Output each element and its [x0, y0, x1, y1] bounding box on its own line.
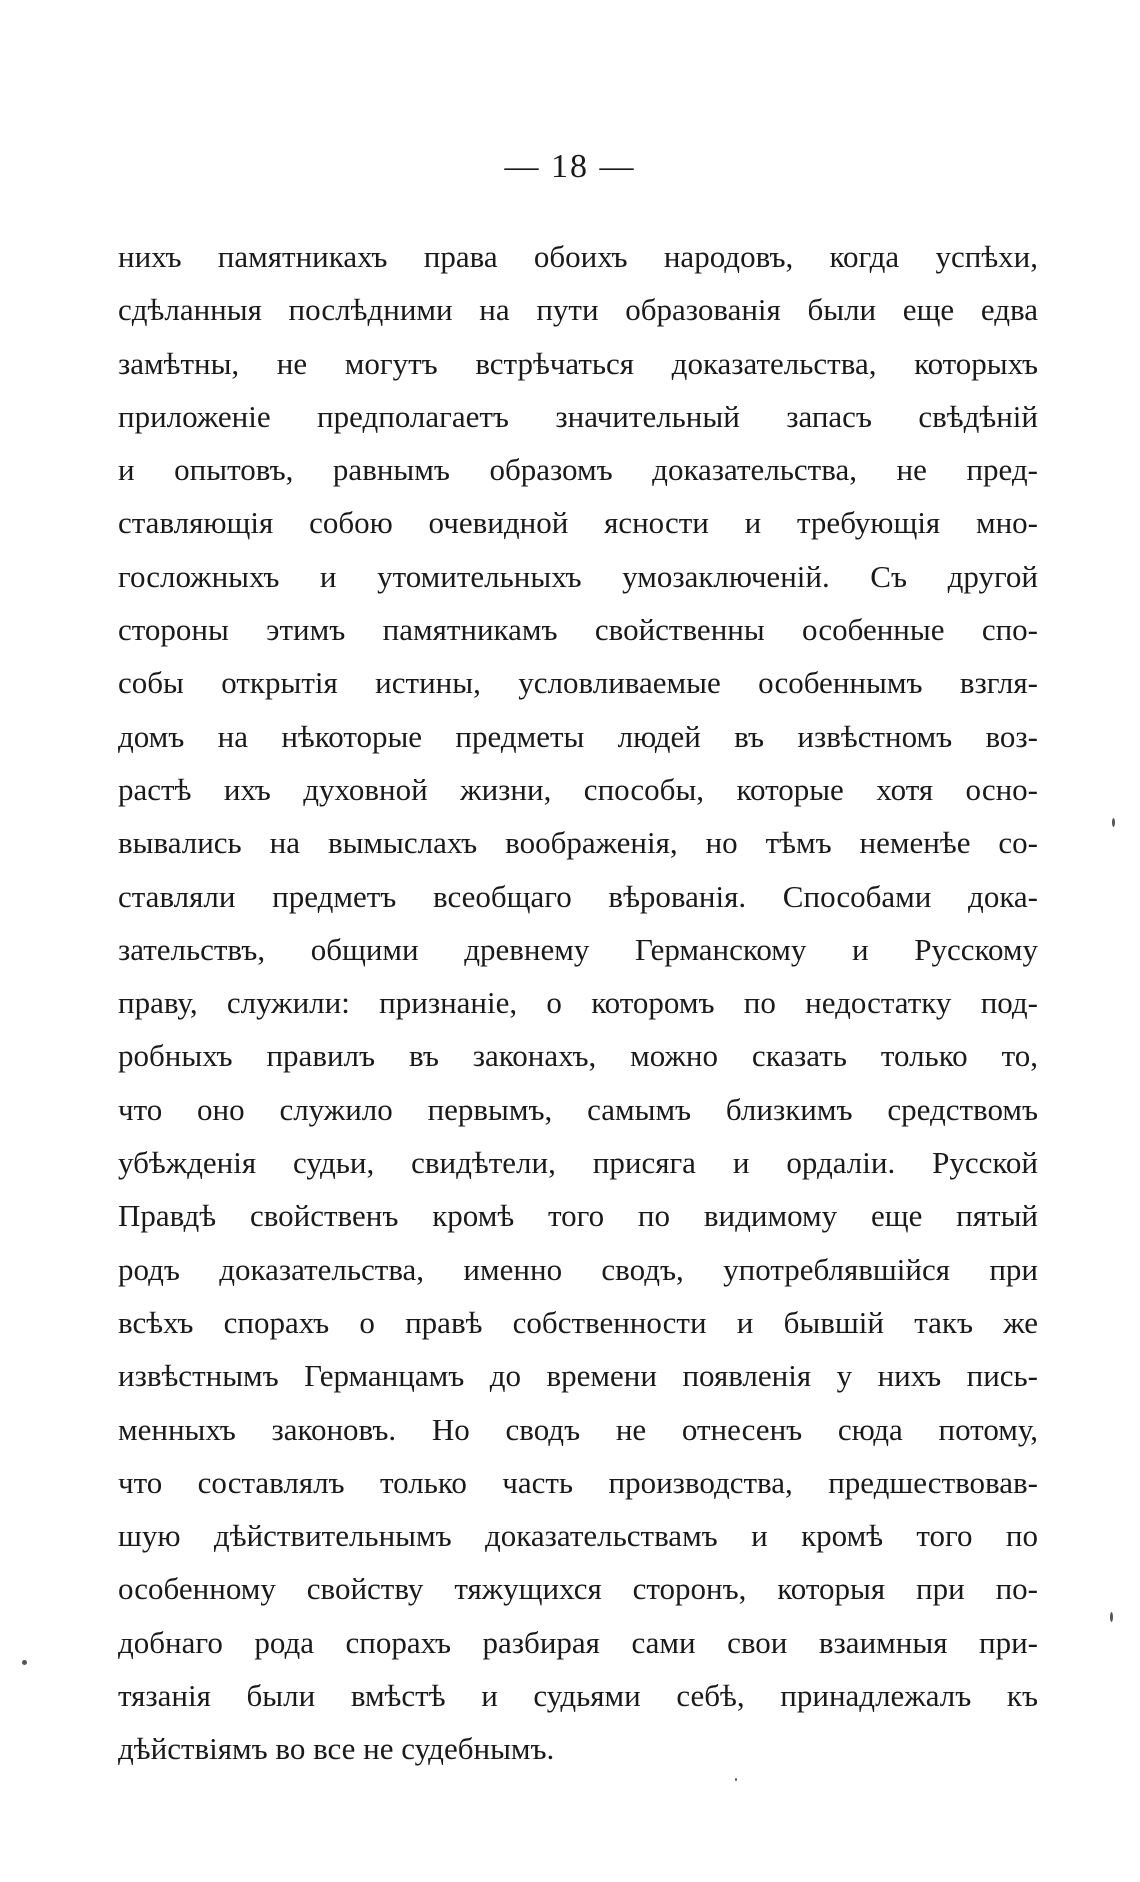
page-number: — 18 — — [504, 148, 636, 185]
scan-speck — [1110, 1612, 1113, 1622]
text-line: робныхъ правилъ въ законахъ, можно сказать только то, — [118, 1038, 1038, 1074]
text-line: что оно служило первымъ, самымъ близкимъ средствомъ — [118, 1091, 1038, 1127]
text-line: родъ доказательства, именно сводъ, употреблявшійся при — [118, 1251, 1038, 1287]
text-line: менныхъ законовъ. Но сводъ не отнесенъ сюда потому, — [118, 1411, 1038, 1447]
text-line: ставляющія собою очевидной ясности и требующія мно- — [118, 505, 1038, 541]
text-line: что составлялъ только часть производства, предшествовав- — [118, 1464, 1038, 1500]
text-line: нихъ памятникахъ права обоихъ народовъ, когда успѣхи, — [118, 239, 1038, 274]
text-line: праву, служили: признаніе, о которомъ по недостатку под- — [118, 985, 1038, 1021]
text-line: дѣйствіямъ во все не судебнымъ. — [118, 1731, 555, 1767]
scan-speck — [1112, 818, 1115, 827]
text-line: шую дѣйствительнымъ доказательствамъ и кромѣ того по — [118, 1518, 1038, 1554]
text-line: всѣхъ спорахъ о правѣ собственности и бывшій такъ же — [118, 1304, 1038, 1340]
text-line: Правдѣ свойственъ кромѣ того по видимому еще пятый — [118, 1198, 1038, 1234]
text-line: зательствъ, общими древнему Германскому и Русскому — [118, 931, 1038, 967]
text-line: тязанія были вмѣстѣ и судьями себѣ, принадлежалъ къ — [118, 1678, 1038, 1714]
text-line: извѣстнымъ Германцамъ до времени появленія у нихъ пись- — [118, 1358, 1038, 1394]
text-line: замѣтны, не могутъ встрѣчаться доказательства, которыхъ — [118, 345, 1038, 381]
text-line: стороны этимъ памятникамъ свойственны особенные спо- — [118, 612, 1038, 648]
text-line: особенному свойству тяжущихся сторонъ, которыя при по- — [118, 1571, 1038, 1607]
text-line: госложныхъ и утомительныхъ умозаключеній. Съ другой — [118, 558, 1038, 594]
body-text — [118, 230, 1038, 1776]
text-line: растѣ ихъ духовной жизни, способы, которые хотя осно- — [118, 771, 1038, 807]
text-line: сдѣланныя послѣдними на пути образованія были еще едва — [118, 292, 1038, 328]
text-line: домъ на нѣкоторые предметы людей въ извѣстномъ воз- — [118, 718, 1038, 754]
text-line: добнаго рода спорахъ разбирая сами свои взаимныя при- — [118, 1624, 1038, 1660]
scan-speck — [735, 1778, 737, 1781]
text-line: и опытовъ, равнымъ образомъ доказательства, не пред- — [118, 452, 1038, 488]
scan-speck — [22, 1660, 27, 1665]
text-line: вывались на вымыслахъ воображенія, но тѣмъ неменѣе со- — [118, 825, 1038, 861]
text-line: приложеніе предполагаетъ значительный запасъ свѣдѣній — [118, 398, 1038, 434]
text-line: собы открытія истины, условливаемые особеннымъ взгля- — [118, 665, 1038, 701]
text-line: убѣжденія судьи, свидѣтели, присяга и ордаліи. Русской — [118, 1145, 1038, 1181]
text-line: ставляли предметъ всеобщаго вѣрованія. Способами дока- — [118, 878, 1038, 914]
